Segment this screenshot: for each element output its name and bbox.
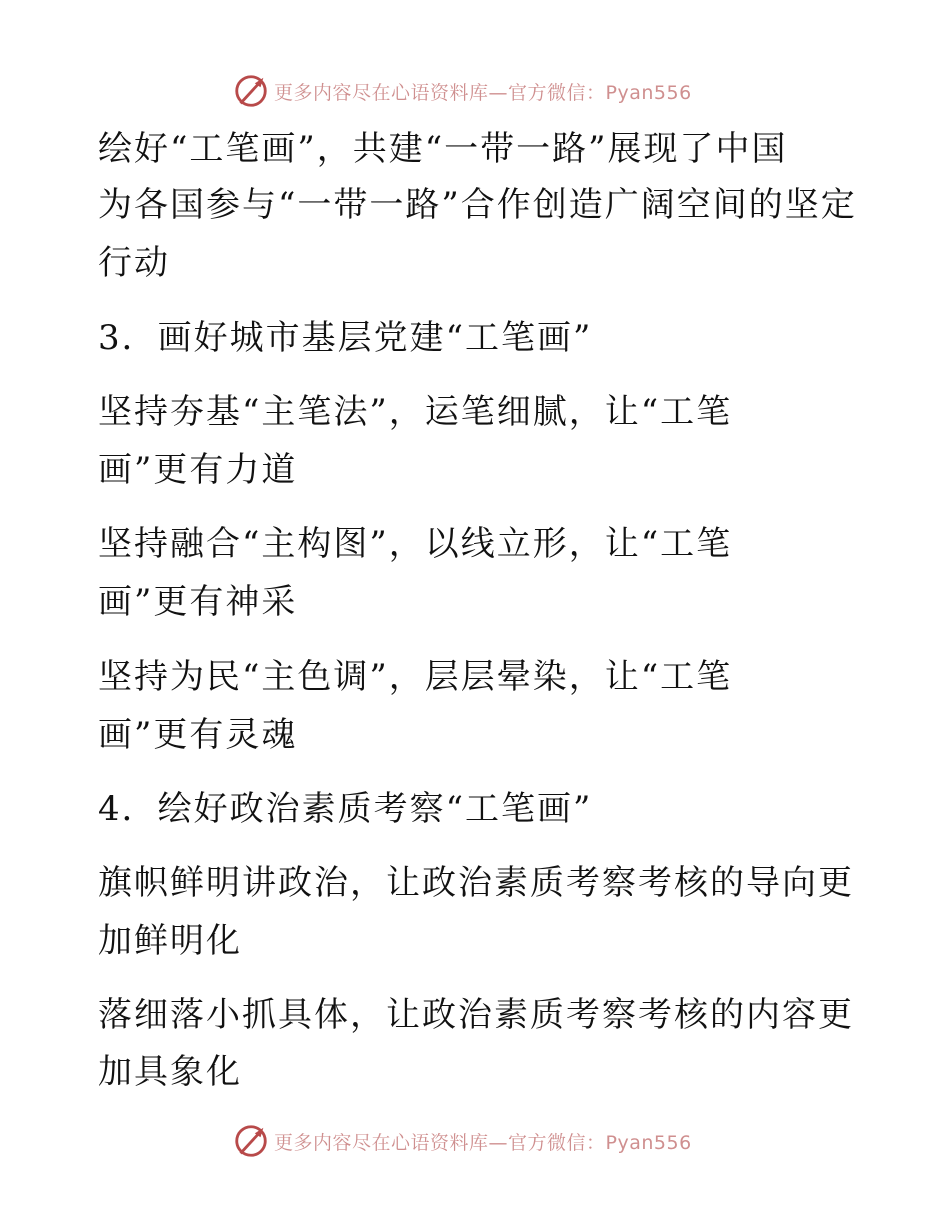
footer-banner-text: 更多内容尽在心语资料库—官方微信：Pyan556: [274, 1131, 692, 1154]
header-banner-text: 更多内容尽在心语资料库—官方微信：Pyan556: [274, 81, 692, 104]
text-line: 为各国参与“一带一路”合作创造广阔空间的坚定: [98, 185, 857, 225]
header-banner: [232, 71, 692, 111]
section-heading: 4．绘好政治素质考察“工笔画”: [98, 789, 593, 829]
text-line: 旗帜鲜明讲政治，让政治素质考察考核的导向更: [98, 863, 854, 903]
text-line: 坚持融合“主构图”，以线立形，让“工笔: [98, 524, 733, 564]
pen-logo-icon: [232, 1122, 270, 1160]
text-line: 画”更有灵魂: [98, 715, 298, 755]
text-line: 画”更有神采: [98, 582, 298, 622]
section-heading: 3．画好城市基层党建“工笔画”: [98, 318, 593, 358]
pen-logo-icon: [232, 72, 270, 110]
text-line: 加具象化: [98, 1052, 242, 1092]
text-line: 行动: [98, 243, 170, 283]
text-line: 坚持为民“主色调”，层层晕染，让“工笔: [98, 657, 733, 697]
text-line: 绘好“工笔画”，共建“一带一路”展现了中国: [98, 129, 788, 169]
text-line: 坚持夯基“主笔法”，运笔细腻，让“工笔: [98, 392, 733, 432]
text-line: 落细落小抓具体，让政治素质考察考核的内容更: [98, 995, 854, 1035]
footer-banner: [232, 1121, 692, 1161]
text-line: 画”更有力道: [98, 450, 298, 490]
text-line: 加鲜明化: [98, 921, 242, 961]
